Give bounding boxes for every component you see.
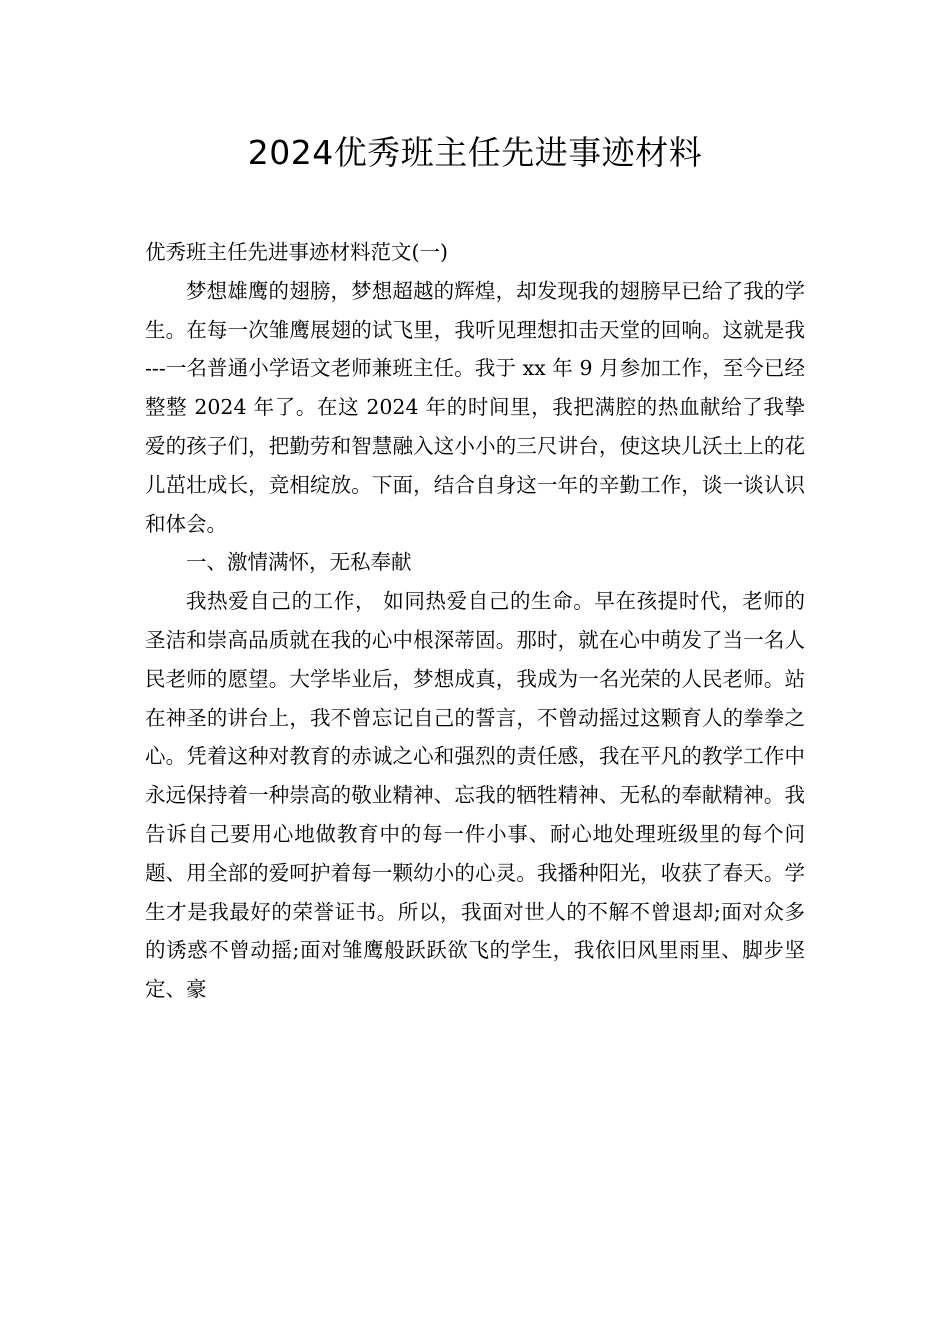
- paragraph-intro: 梦想雄鹰的翅膀，梦想超越的辉煌，却发现我的翅膀早已给了我的学生。在每一次雏鹰展翅的试飞里，我听见理想扣击天堂的回响。这就是我 ---一名普通小学语文老师兼班主任。我于 xx 年 9 月参加工作，至今已经整整 2024 年了。在这 2024 年的时间里，我把满腔的热血献给了我挚爱的孩子们，把勤劳和智慧融入这小小的三尺讲台，使这块儿沃土上的花儿茁壮成长，竞相绽放。下面，结合自身这一年的辛勤工作，谈一谈认识和体会。: [145, 278, 805, 536]
- document-subtitle: 优秀班主任先进事迹材料范文(一): [145, 240, 448, 264]
- paragraph-section-1: 我热爱自己的工作， 如同热爱自己的生命。早在孩提时代，老师的圣洁和崇高品质就在我的心中根深蒂固。那时，就在心中萌发了当一名人民老师的愿望。大学毕业后，梦想成真，我成为一名光荣的人民老师。站在神圣的讲台上，我不曾忘记自己的誓言，不曾动摇过这颗育人的拳拳之心。凭着这种对教育的赤诚之心和强烈的责任感，我在平凡的教学工作中永远保持着一种崇高的敬业精神、忘我的牺牲精神、无私的奉献精神。我告诉自己要用心地做教育中的每一件小事、耐心地处理班级里的每个问题、用全部的爱呵护着每一颗幼小的心灵。我播种阳光，收获了春天。学生才是我最好的荣誉证书。所以，我面对世人的不解不曾退却;面对众多的诱惑不曾动摇;面对雏鹰般跃跃欲飞的学生，我依旧风里雨里、脚步坚定、豪: [145, 589, 805, 1002]
- document-body: [145, 233, 805, 1009]
- document-title: 2024优秀班主任先进事迹材料: [247, 133, 703, 172]
- section-heading-1: 一、激情满怀，无私奉献: [186, 550, 412, 575]
